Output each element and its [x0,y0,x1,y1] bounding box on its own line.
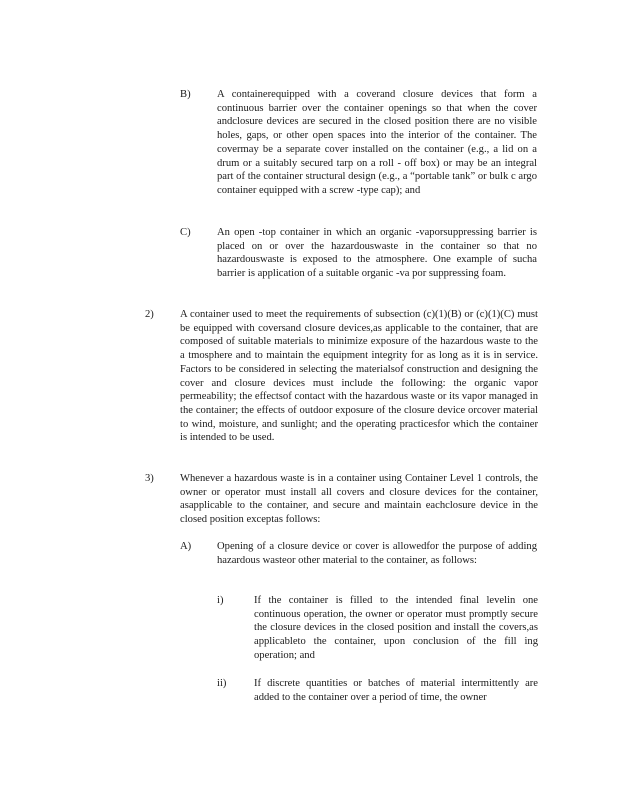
paragraph-text: An open -top container in which an organic -vaporsuppressing barrier is placed on or over the hazardouswaste in the container so that no hazardouswaste is exposed to the atmosphere. One example of sucha barrier is application of a suitable organic -va por suppressing foam. [217,227,537,280]
paragraph-text: A container used to meet the requirements of subsection (c)(1)(B) or (c)(1)(C) must be equipped with coversand closure devices,as applicable to the container, that are composed of suitable materials to minimize exposure of the hazardous waste to the a tmosphere and to maintain the equipment integrity for as long as it is in service. Factors to be considered in selecting the materialsof construction and designing the cover and closure devices must include the following: the organic vapor permeability; the effectsof contact with the hazardous waste or its vapor managed in the container; the effects of outdoor exposure of the closure device orcover material to wind, moisture, and sunlight; and the operating practicesfor which the container is intended to be used. [180,309,538,444]
paragraph-label: ii) [217,678,227,689]
paragraph-text: If discrete quantities or batches of material intermittently are added to the container over a period of time, the owner [254,678,538,703]
paragraph-text: A containerequipped with a coverand closure devices that form a continuous barrier over the container openings so that when the cover andclosure devices are secured in the closed position there are no visible holes, gaps, or other open spaces into the interior of the container. The covermay be a separate cover installed on the container (e.g., a lid on a drum or a suitably secured tarp on a roll - off box) or may be an integral part of the container structural design (e.g., a “portable tank” or bulk c argo container equipped with a screw -type cap); and [217,89,537,196]
paragraph-label: i) [217,595,224,606]
paragraph-label: 3) [145,473,154,484]
paragraph-label: C) [180,227,191,238]
paragraph-text: Opening of a closure device or cover is allowedfor the purpose of adding hazardous wasteor other material to the container, as follows: [217,541,537,566]
paragraph-label: A) [180,541,192,552]
paragraph-text: If the container is filled to the intended final levelin one continuous operation, the owner or operator must promptly secure the closure devices in the closed position and install the covers,as applicableto the container, upon conclusion of the fill ing operation; and [254,595,538,661]
paragraph-text: Whenever a hazardous waste is in a container using Container Level 1 controls, the owner or operator must install all covers and closure devices for the container, asapplicable to the container, and secure and maintain eachclosure device in the closed position exceptas follows: [180,473,538,526]
paragraph-label: 2) [145,309,154,320]
paragraph-label: B) [180,89,191,100]
